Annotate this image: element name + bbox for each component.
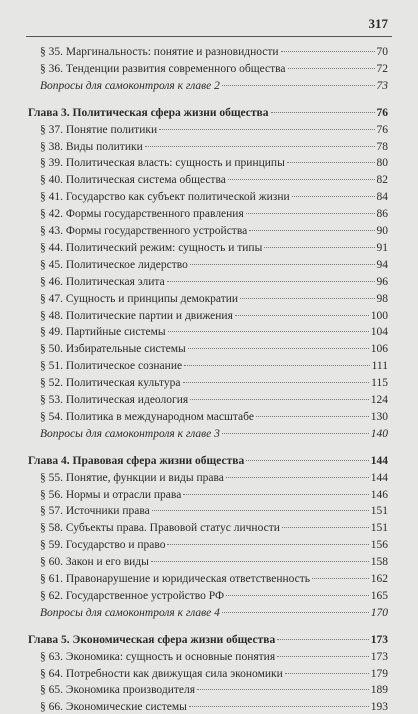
toc-title: Глава 5. Экономическая сфера жизни общества (28, 633, 276, 646)
toc-page-number: 144 (370, 454, 388, 467)
toc-leader-dots (222, 85, 375, 86)
toc-leader-dots (256, 416, 369, 417)
toc-page-number: 173 (370, 650, 388, 663)
toc-entry (40, 650, 388, 664)
toc-entry (40, 45, 388, 59)
toc-entry (40, 123, 388, 137)
toc-page-number: 106 (370, 343, 388, 356)
toc-leader-dots (145, 146, 375, 147)
toc-page-number: 72 (376, 62, 388, 75)
toc-review (40, 79, 388, 93)
toc-entry (40, 173, 388, 187)
toc-page-number: 179 (370, 667, 388, 680)
toc-page-number: 146 (370, 488, 388, 501)
toc-leader-dots (183, 494, 368, 495)
toc-title: § 58. Субъекты права. Правовой статус личности (40, 522, 280, 535)
toc-page-number: 91 (376, 241, 388, 254)
toc-page-number: 173 (370, 633, 388, 646)
toc-entry (40, 376, 388, 390)
toc-leader-dots (246, 460, 369, 461)
toc-review (40, 606, 388, 620)
toc-entry (40, 538, 388, 552)
toc-leader-dots (197, 689, 369, 690)
toc-title: § 57. Источники права (40, 505, 150, 518)
toc-entry (40, 241, 388, 255)
toc-entry (40, 700, 388, 714)
toc-page-number: 94 (376, 258, 388, 271)
toc-entry (40, 683, 388, 697)
toc-leader-dots (226, 595, 369, 596)
toc-entry (40, 589, 388, 603)
toc-leader-dots (271, 112, 375, 113)
toc-page-number: 130 (370, 410, 388, 423)
toc-leader-dots (190, 399, 369, 400)
toc-entry (40, 521, 388, 535)
toc-page-number: 158 (370, 556, 388, 569)
toc-leader-dots (189, 706, 369, 707)
toc-page-number: 98 (376, 292, 388, 305)
toc-entry (40, 410, 388, 424)
toc-title: § 35. Маргинальность: понятие и разновидности (40, 46, 279, 58)
toc-page-number: 193 (370, 701, 388, 714)
toc-entry (40, 488, 388, 502)
toc-leader-dots (188, 348, 369, 349)
toc-title: § 36. Тенденции развития современного общества (40, 62, 286, 75)
toc-title: Вопросы для самоконтроля к главе 2 (40, 79, 220, 92)
toc-entry (40, 258, 388, 272)
toc-entry (40, 275, 388, 289)
toc-leader-dots (285, 673, 369, 674)
toc-title: § 45. Политическое лидерство (40, 258, 188, 271)
toc-page-number: 78 (376, 140, 388, 153)
toc-entry (40, 504, 388, 518)
toc-title: § 40. Политическая система общества (40, 174, 226, 187)
toc-title: Вопросы для самоконтроля к главе 3 (40, 427, 220, 440)
toc-leader-dots (167, 544, 368, 545)
toc-entry (40, 572, 388, 586)
toc-leader-dots (183, 382, 370, 383)
toc-entry (40, 342, 388, 356)
toc-leader-dots (240, 298, 374, 299)
toc-leader-dots (190, 264, 375, 265)
toc-entry (40, 667, 388, 681)
toc-page-number: 82 (376, 174, 388, 187)
toc-title: § 66. Экономические системы (40, 701, 187, 714)
toc-leader-dots (168, 331, 369, 332)
toc-title: § 60. Закон и его виды (40, 556, 149, 569)
toc-entry (40, 140, 388, 154)
toc-page-number: 162 (370, 573, 388, 585)
toc-title: § 44. Политический режим: сущность и типы (40, 241, 263, 254)
toc-leader-dots (152, 510, 369, 511)
toc-page-number: 115 (371, 377, 388, 390)
toc-leader-dots (264, 247, 374, 248)
toc-entry (40, 292, 388, 306)
toc-title: § 59. Государство и право (40, 539, 166, 552)
toc-title: Глава 3. Политическая сфера жизни общества (28, 106, 269, 119)
toc-leader-dots (249, 230, 374, 231)
toc-page-number: 111 (371, 360, 388, 373)
page-number: 317 (368, 16, 388, 31)
toc-title: § 47. Сущность и принципы демократии (40, 292, 239, 305)
toc-leader-dots (235, 315, 369, 316)
toc-title: § 56. Нормы и отрасли права (40, 488, 182, 501)
toc-page-number: 100 (370, 309, 388, 322)
toc-leader-dots (184, 365, 370, 366)
toc-page-number: 70 (376, 46, 388, 58)
toc-entry (40, 190, 388, 204)
toc-page-number: 96 (376, 275, 388, 288)
toc-leader-dots (246, 213, 375, 214)
toc-title: § 49. Партийные системы (40, 326, 166, 339)
toc-leader-dots (226, 477, 369, 478)
toc-chapter (28, 633, 388, 647)
toc-entry (40, 359, 388, 373)
toc-entry (40, 309, 388, 323)
toc-title: § 46. Политическая элита (40, 275, 165, 288)
toc-page-number: 189 (370, 684, 388, 697)
header-rule (26, 36, 392, 37)
toc-leader-dots (228, 179, 375, 180)
toc-page-number: 165 (370, 589, 388, 602)
toc-page-number: 73 (376, 79, 388, 92)
toc-leader-dots (287, 162, 375, 163)
toc-title: § 48. Политические партии и движения (40, 309, 233, 322)
toc-title: § 65. Экономика производителя (40, 684, 196, 697)
toc-leader-dots (281, 51, 375, 52)
toc-title: § 62. Государственное устройство РФ (40, 589, 225, 602)
toc-title: Глава 4. Правовая сфера жизни общества (28, 454, 245, 467)
toc-leader-dots (277, 639, 369, 640)
toc-leader-dots (222, 612, 369, 613)
toc-entry (40, 207, 388, 221)
toc-title: § 64. Потребности как движущая сила экономики (40, 667, 283, 680)
toc-leader-dots (159, 129, 374, 130)
toc-title: § 53. Политическая идеология (40, 394, 189, 406)
toc-page-number: 104 (370, 326, 388, 339)
toc-page-number: 84 (376, 191, 388, 204)
toc-title: § 42. Формы государственного правления (40, 208, 244, 221)
toc-page-number: 90 (376, 225, 388, 237)
toc-entry (40, 156, 388, 170)
toc-leader-dots (151, 561, 369, 562)
toc-title: § 38. Виды политики (40, 140, 143, 153)
toc-title: § 51. Политическое сознание (40, 360, 183, 373)
toc-leader-dots (282, 527, 369, 528)
toc-title: § 50. Избирательные системы (40, 343, 186, 356)
toc-entry (40, 471, 388, 485)
toc-title: § 63. Экономика: сущность и основные понятия (40, 650, 276, 663)
toc-page-number: 140 (370, 427, 388, 440)
toc-page-number: 76 (376, 106, 388, 119)
toc-entry (40, 555, 388, 569)
toc-title: § 37. Понятие политики (40, 123, 158, 136)
toc-entry (40, 393, 388, 407)
toc-title: Вопросы для самоконтроля к главе 4 (40, 606, 220, 619)
toc-title: § 43. Формы государственного устройства (40, 225, 248, 237)
toc-page-number: 144 (370, 471, 388, 484)
toc-page-number: 76 (376, 123, 388, 136)
toc-leader-dots (312, 578, 369, 579)
toc-page-number: 124 (370, 394, 388, 406)
toc-leader-dots (222, 433, 369, 434)
toc-page-number: 86 (376, 208, 388, 221)
toc-entry (40, 62, 388, 76)
toc-entry (40, 325, 388, 339)
toc-title: § 54. Политика в международном масштабе (40, 410, 254, 423)
toc-leader-dots (277, 656, 369, 657)
toc-review (40, 427, 388, 441)
toc-leader-dots (288, 68, 375, 69)
toc-page-number: 80 (376, 157, 388, 170)
toc-page-number: 151 (370, 505, 388, 518)
toc-page-number: 170 (370, 606, 388, 619)
toc-entry (40, 224, 388, 238)
toc-page-number: 151 (370, 522, 388, 535)
toc-leader-dots (167, 281, 375, 282)
toc-chapter (28, 454, 388, 468)
toc-title: § 61. Правонарушение и юридическая ответственность (40, 573, 311, 585)
toc-chapter (28, 106, 388, 120)
toc-title: § 41. Государство как субъект политической жизни (40, 191, 290, 204)
toc-title: § 52. Политическая культура (40, 377, 181, 390)
toc-title: § 39. Политическая власть: сущность и принципы (40, 157, 285, 170)
toc-page-number: 156 (370, 539, 388, 552)
toc-title: § 55. Понятие, функции и виды права (40, 471, 224, 484)
toc-leader-dots (292, 196, 375, 197)
